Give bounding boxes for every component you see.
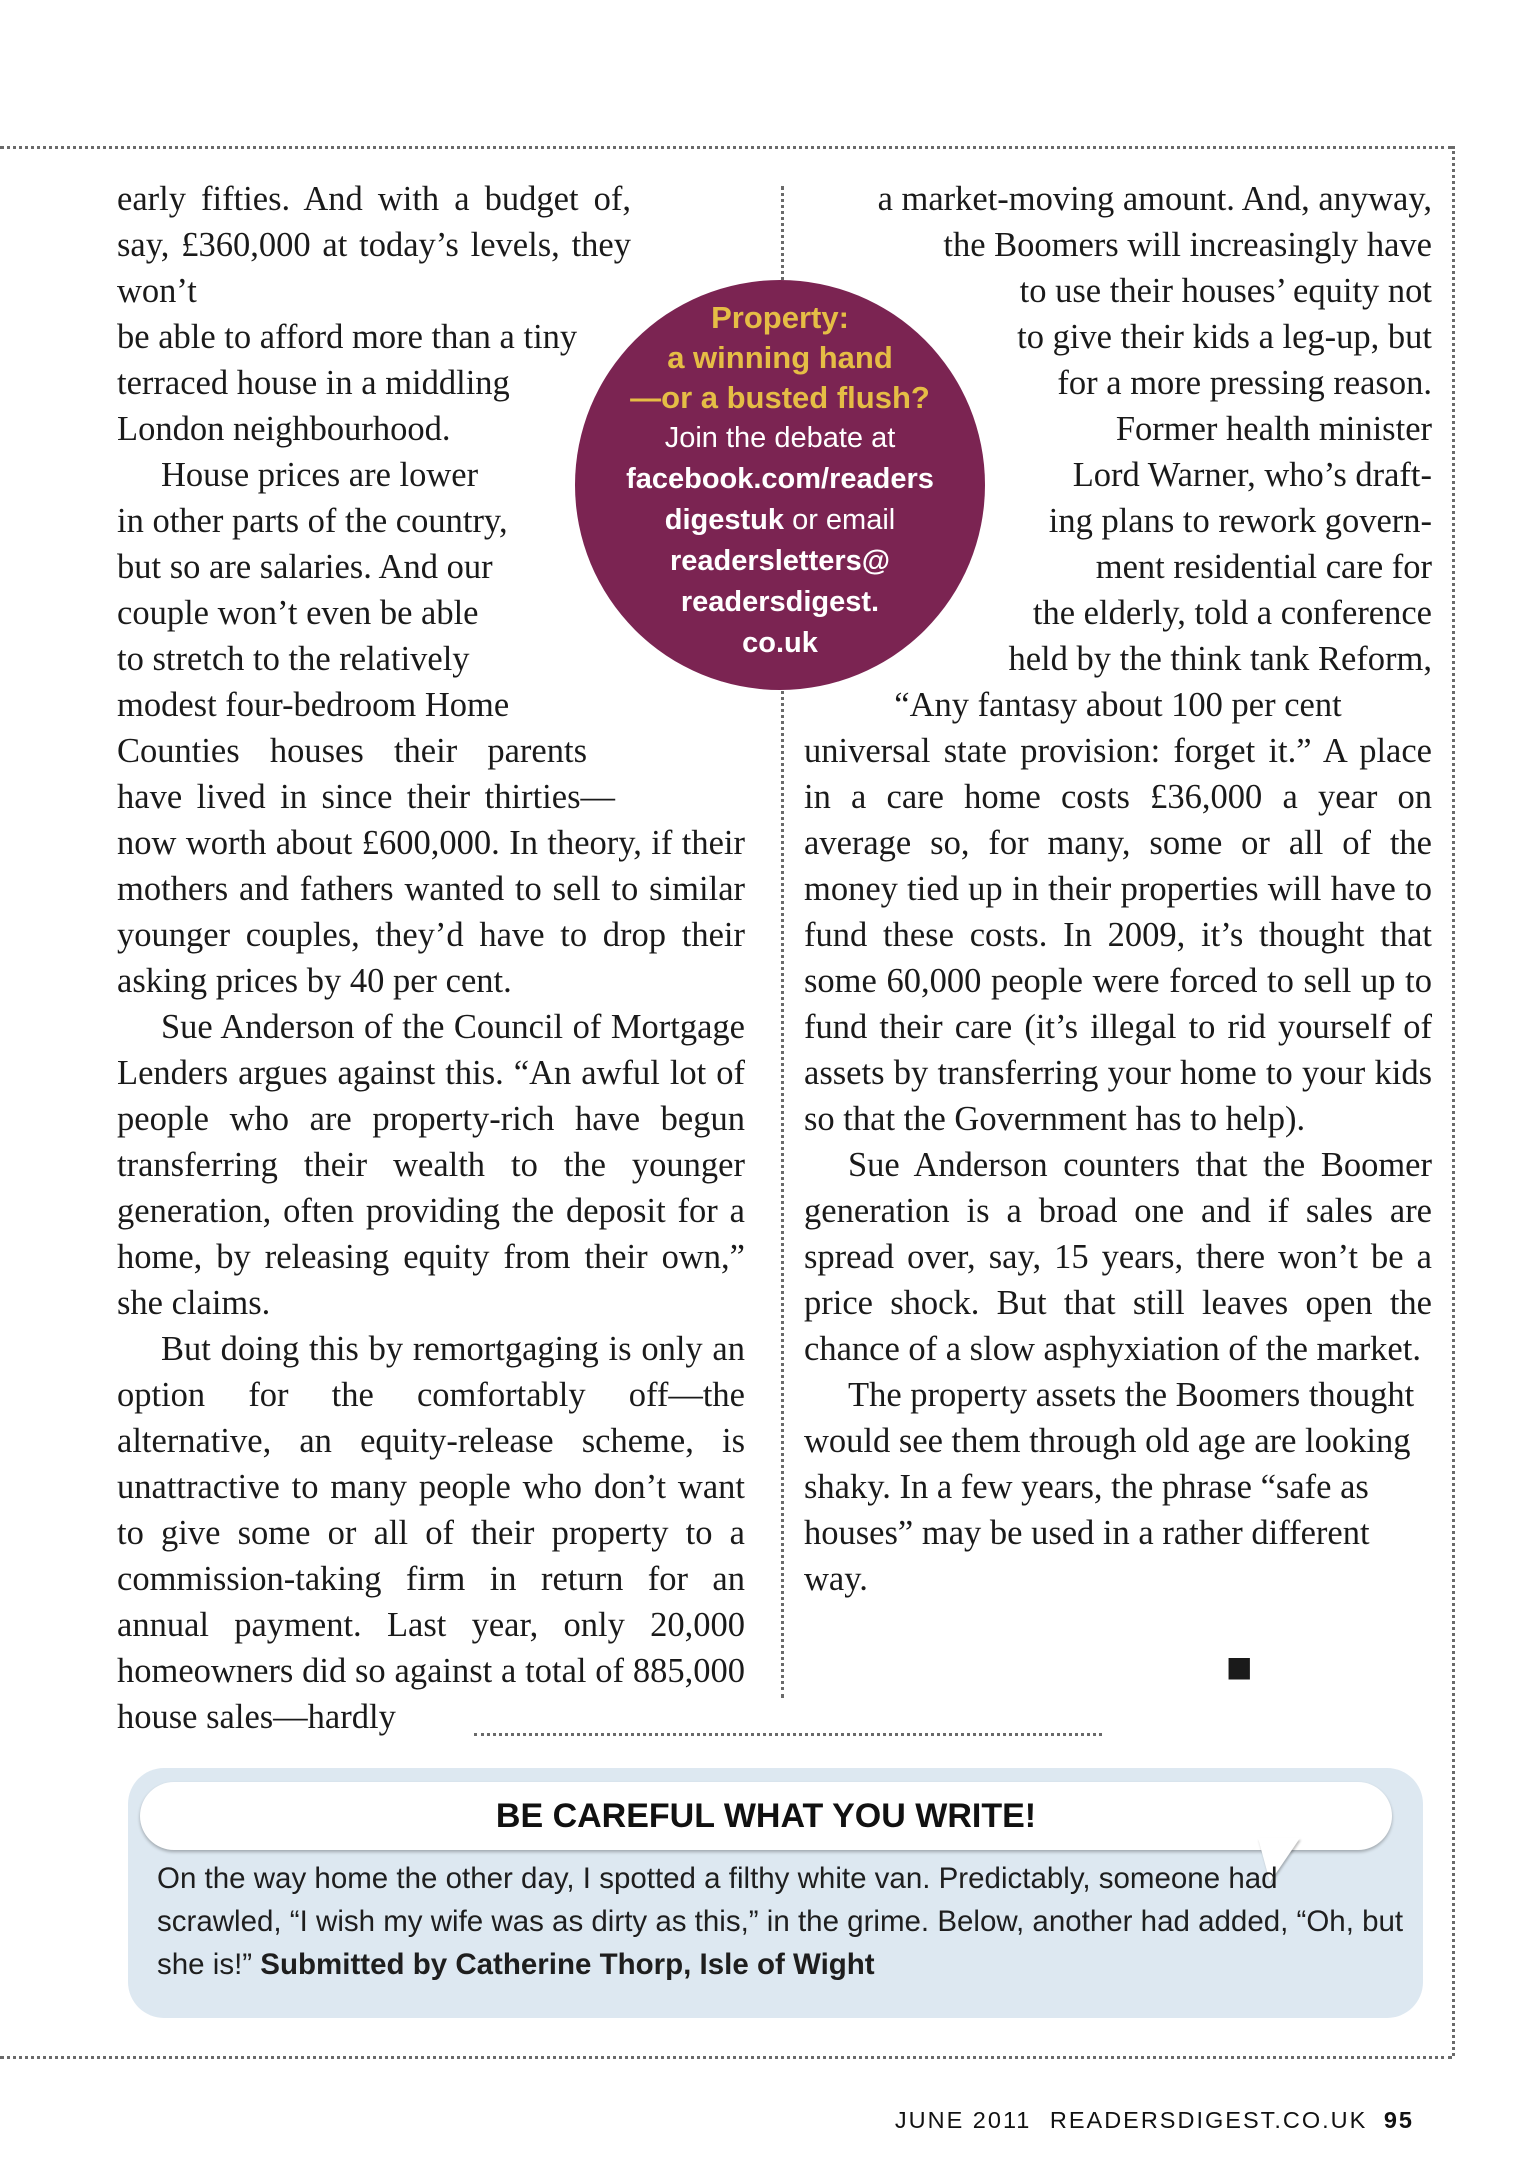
paragraph: the Boomers will increasingly have (943, 226, 1432, 264)
joke-box-title: BE CAREFUL WHAT YOU WRITE! (140, 1782, 1392, 1850)
facebook-link[interactable]: facebook.com/readers (626, 463, 934, 495)
paragraph: a market-moving amount. And, anyway, (877, 180, 1432, 218)
paragraph: Sue Anderson counters that the Boomer generation is a broad one and if sales are spread over, say, 15 years, there won’t be a price shock. But that still leaves open the chance of a slow asphyxiation of the market. (804, 1146, 1432, 1368)
bottom-dotted-rule (0, 2056, 1452, 2059)
paragraph: modest four-bedroom Home (117, 686, 510, 724)
paragraph: for a more pressing reason. (1057, 364, 1432, 402)
paragraph: terraced house in a middling (117, 364, 510, 402)
issue-date: JUNE 2011 (894, 2107, 1032, 2133)
paragraph: ing plans to rework govern- (1048, 502, 1432, 540)
page-number: 95 (1383, 2107, 1414, 2133)
paragraph: Sue Anderson of the Council of Mortgage Lenders argues against this. “An awful lot of people who are property-rich have begun transferring their wealth to the younger generation, often providing the deposit for a home, by releasing equity from their own,” she claims. (117, 1008, 745, 1322)
right-dotted-rule (1452, 146, 1455, 2056)
paragraph: the elderly, told a conference (1032, 594, 1432, 632)
email-link[interactable]: co.uk (742, 627, 818, 659)
joke-text: On the way home the other day, I spotted a filthy white van. Predictably, someone had scrawled, “I wish my wife was as dirty as this,” in the grime. Below, another had added, “Oh, but she is!” (157, 1862, 1404, 1981)
callout-headline: a winning hand (667, 340, 893, 375)
page-footer (895, 2107, 1414, 2134)
callout-headline: —or a busted flush? (630, 380, 930, 415)
paragraph: Counties houses their parents have lived in since their thirties—now worth about £600,000. In theory, if their mothers and fathers wanted to sell to similar younger couples, they’d have to drop their asking prices by 40 per cent. (117, 732, 745, 1000)
site-url[interactable]: READERSDIGEST.CO.UK (1049, 2107, 1368, 2133)
paragraph: to use their houses’ equity not (1019, 272, 1432, 310)
paragraph: But doing this by remortgaging is only an option for the comfortably off—the alternative, an equity-release scheme, is unattractive to many people who don’t want to give some or all of their property to a commission-taking firm in return for an annual payment. Last year, only 20,000 homeowners did so against a total of 885,000 house sales—hardly (117, 1330, 745, 1736)
paragraph: ment residential care for (1095, 548, 1432, 586)
callout-text: digestuk or email (664, 504, 896, 536)
paragraph: to stretch to the relatively (117, 640, 470, 678)
email-link[interactable]: readersdigest. (680, 586, 880, 618)
paragraph: couple won’t even be able (117, 594, 479, 632)
facebook-link-end[interactable]: digestuk (664, 504, 785, 536)
paragraph: House prices are lower (161, 456, 479, 494)
paragraph: universal state provision: forget it.” A place in a care home costs £36,000 a year on average so, for many, some or all of the money tied up in their properties will have to fund these costs. In 2009, it’s thought that some 60,000 people were forced to sell up to fund their care (it’s illegal to rid yourself of assets by transferring your home to your kids so that the Government has to help). (804, 732, 1432, 1138)
paragraph: The property assets the Boomers thought would see them through old age are looking shaky. In a few years, the phrase “safe as houses” may be used in a rather different way. (804, 1376, 1415, 1598)
callout-text: Join the debate at (664, 422, 896, 454)
joke-credit: Submitted by Catherine Thorp, Isle of Wight (260, 1948, 875, 1981)
paragraph: but so are salaries. And our (117, 548, 493, 586)
end-mark: ■ (1226, 1650, 1253, 1683)
paragraph: to give their kids a leg-up, but (1017, 318, 1432, 356)
joke-box-body (157, 1857, 1407, 1986)
paragraph: held by the think tank Reform, (1008, 640, 1432, 678)
paragraph: Lord Warner, who’s draft- (1072, 456, 1432, 494)
debate-callout (575, 280, 985, 690)
paragraph: be able to afford more than a tiny (117, 318, 578, 356)
top-dotted-rule (0, 146, 1452, 149)
paragraph: Former health minister (1115, 410, 1432, 448)
callout-headline: Property: (711, 300, 849, 335)
email-link[interactable]: readersletters@ (669, 545, 891, 577)
paragraph: in other parts of the country, (117, 502, 508, 540)
paragraph: early fifties. And with a budget of, say, £360,000 at today’s levels, they won’t (117, 180, 631, 310)
paragraph: “Any fantasy about 100 per cent (894, 686, 1342, 724)
paragraph: London neighbourhood. (117, 410, 451, 448)
